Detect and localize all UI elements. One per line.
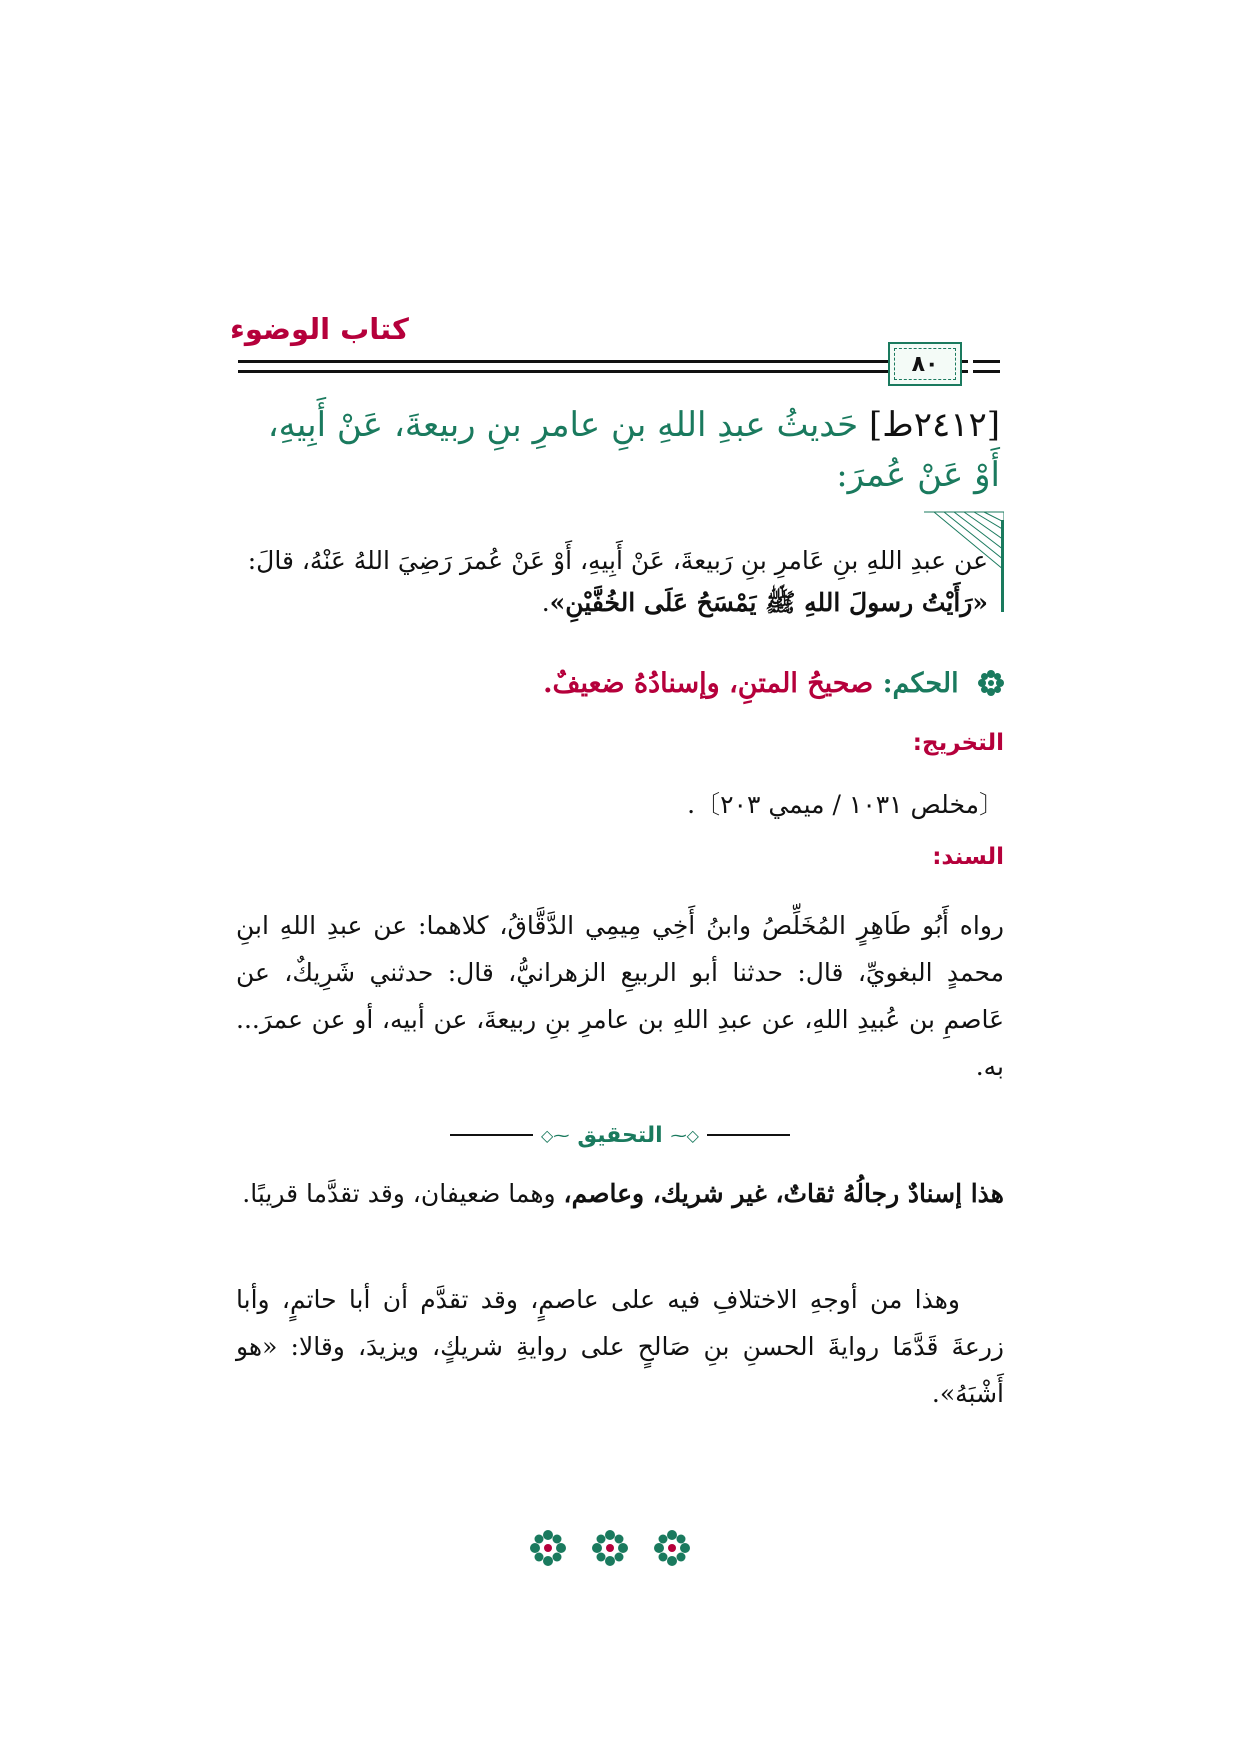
header-rule <box>973 360 1000 363</box>
hukm-label: الحكم: <box>882 668 959 699</box>
hukm-value: صحيحُ المتنِ، وإسنادُهُ ضعيفٌ. <box>543 668 874 699</box>
matn-intro: عن عبدِ اللهِ بنِ عَامرِ بنِ رَبيعةَ، عَنْ أَبِيهِ، أَوْ عَنْ عُمرَ رَضِيَ اللهُ عَنْهُ، قالَ: <box>247 546 988 575</box>
divider-line <box>450 1134 533 1136</box>
end-ornaments <box>530 1528 690 1568</box>
tahqiq-divider <box>450 1120 790 1150</box>
hukm-line <box>236 668 1004 699</box>
matn-end: . <box>541 588 550 617</box>
page-number-badge <box>888 342 962 386</box>
ornament-icon <box>654 1530 690 1566</box>
tahqiq-paragraph: وهذا من أوجهِ الاختلافِ فيه على عاصمٍ، وقد تقدَّم أن أبا حاتمٍ، وأبا زرعةَ قَدَّمَا روايةَ الحسنِ بنِ صَالحٍ على روايةِ شريكٍ، ويزيدَ، وقالا: «هو أَشْبَهُ». <box>236 1285 1004 1408</box>
sanad-heading: السند: <box>932 844 1004 870</box>
header-rule <box>973 370 1000 373</box>
ornament-icon: ◇⁓ <box>541 1125 570 1145</box>
matn-text <box>236 540 988 624</box>
hadith-title-text: حَديثُ عبدِ اللهِ بنِ عامرِ بنِ ربيعةَ، عَنْ أَبِيهِ، أَوْ عَنْ عُمرَ: <box>267 405 1000 495</box>
header-rule <box>238 370 968 373</box>
matn-quote: «رَأَيْتُ رسولَ اللهِ ﷺ يَمْسَحُ عَلَى الخُفَّيْنِ» <box>549 588 988 617</box>
header-rule <box>238 360 968 363</box>
flower-icon <box>978 670 1004 696</box>
tahqiq-heading: التحقيق <box>577 1122 663 1148</box>
takhrij-text: 〔مخلص ١٠٣١ / ميمي ٢٠٣〕. <box>687 790 1004 819</box>
tahqiq-bold: هذا إسنادٌ رجالُهُ ثقاتٌ، غير شريك، وعاصم، <box>563 1179 1004 1208</box>
page-number: ٨٠ <box>911 351 939 377</box>
ornament-icon: ⁓◇ <box>670 1125 699 1145</box>
divider-line <box>707 1134 790 1136</box>
hadith-title <box>236 400 1000 500</box>
takhrij-heading: التخريج: <box>912 730 1004 756</box>
ornament-icon <box>592 1530 628 1566</box>
running-title: كتاب الوضوء <box>230 312 409 346</box>
hadith-number: [٢٤١٢ط] <box>868 405 1000 445</box>
matn-side-bar <box>1001 520 1004 612</box>
tahqiq-rest: وهما ضعيفان، وقد تقدَّما قريبًا. <box>242 1179 564 1208</box>
ornament-icon <box>530 1530 566 1566</box>
tahqiq-paragraph <box>236 1170 1004 1217</box>
sanad-text: رواه أَبُو طَاهِرٍ المُخَلِّصُ وابنُ أَخِي مِيمِي الدَّقَّاقُ، كلاهما: عن عبدِ اللهِ ابنِ محمدٍ البغويِّ، قال: حدثنا أبو الربيعِ الزهرانيُّ، قال: حدثني شَرِيكٌ، عن عَاصمِ بن عُبيدِ اللهِ، عن عبدِ اللهِ بن عامرِ بنِ ربيعةَ، عن أبيه، أو عن عمرَ... به. <box>236 911 1004 1081</box>
